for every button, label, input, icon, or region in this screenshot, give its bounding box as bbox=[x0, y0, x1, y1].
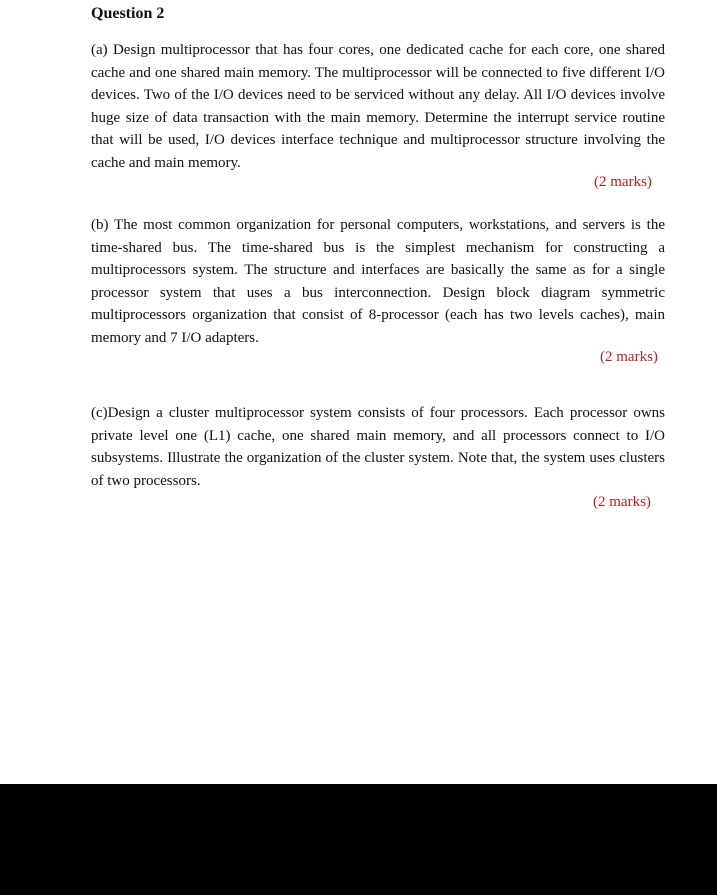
marks-part-a: (2 marks) bbox=[594, 174, 652, 190]
question-title: Question 2 bbox=[91, 5, 165, 22]
question-part-c: (c)Design a cluster multiprocessor system consists of four processors. Each processor owns private level one (L1) cache, one shared main memory, and all processors connect to I/O subsystems. Illustrate the organization of the cluster system. Note that, the system uses clusters of two processors. bbox=[91, 405, 665, 489]
marks-part-b: (2 marks) bbox=[600, 349, 658, 365]
marks-part-c: (2 marks) bbox=[593, 494, 651, 510]
question-part-a: (a) Design multiprocessor that has four cores, one dedicated cache for each core, one shared cache and one shared main memory. The multiprocessor will be connected to five different I/O devices. Two of the I/O devices need to be serviced without any delay. All I/O devices involve huge size of data transaction with the main memory. Determine the interrupt service routine that will be used, I/O devices interface technique and multiprocessor structure involving the cache and main memory. bbox=[91, 42, 665, 171]
bottom-black-area bbox=[0, 784, 717, 895]
question-part-b: (b) The most common organization for personal computers, workstations, and servers is the time-shared bus. The time-shared bus is the simplest mechanism for constructing a multiprocessors system. The structure and interfaces are basically the same as for a single processor system that uses a bus interconnection. Design block diagram symmetric multiprocessors organization that consist of 8-processor (each has two levels caches), main memory and 7 I/O adapters. bbox=[91, 217, 665, 346]
